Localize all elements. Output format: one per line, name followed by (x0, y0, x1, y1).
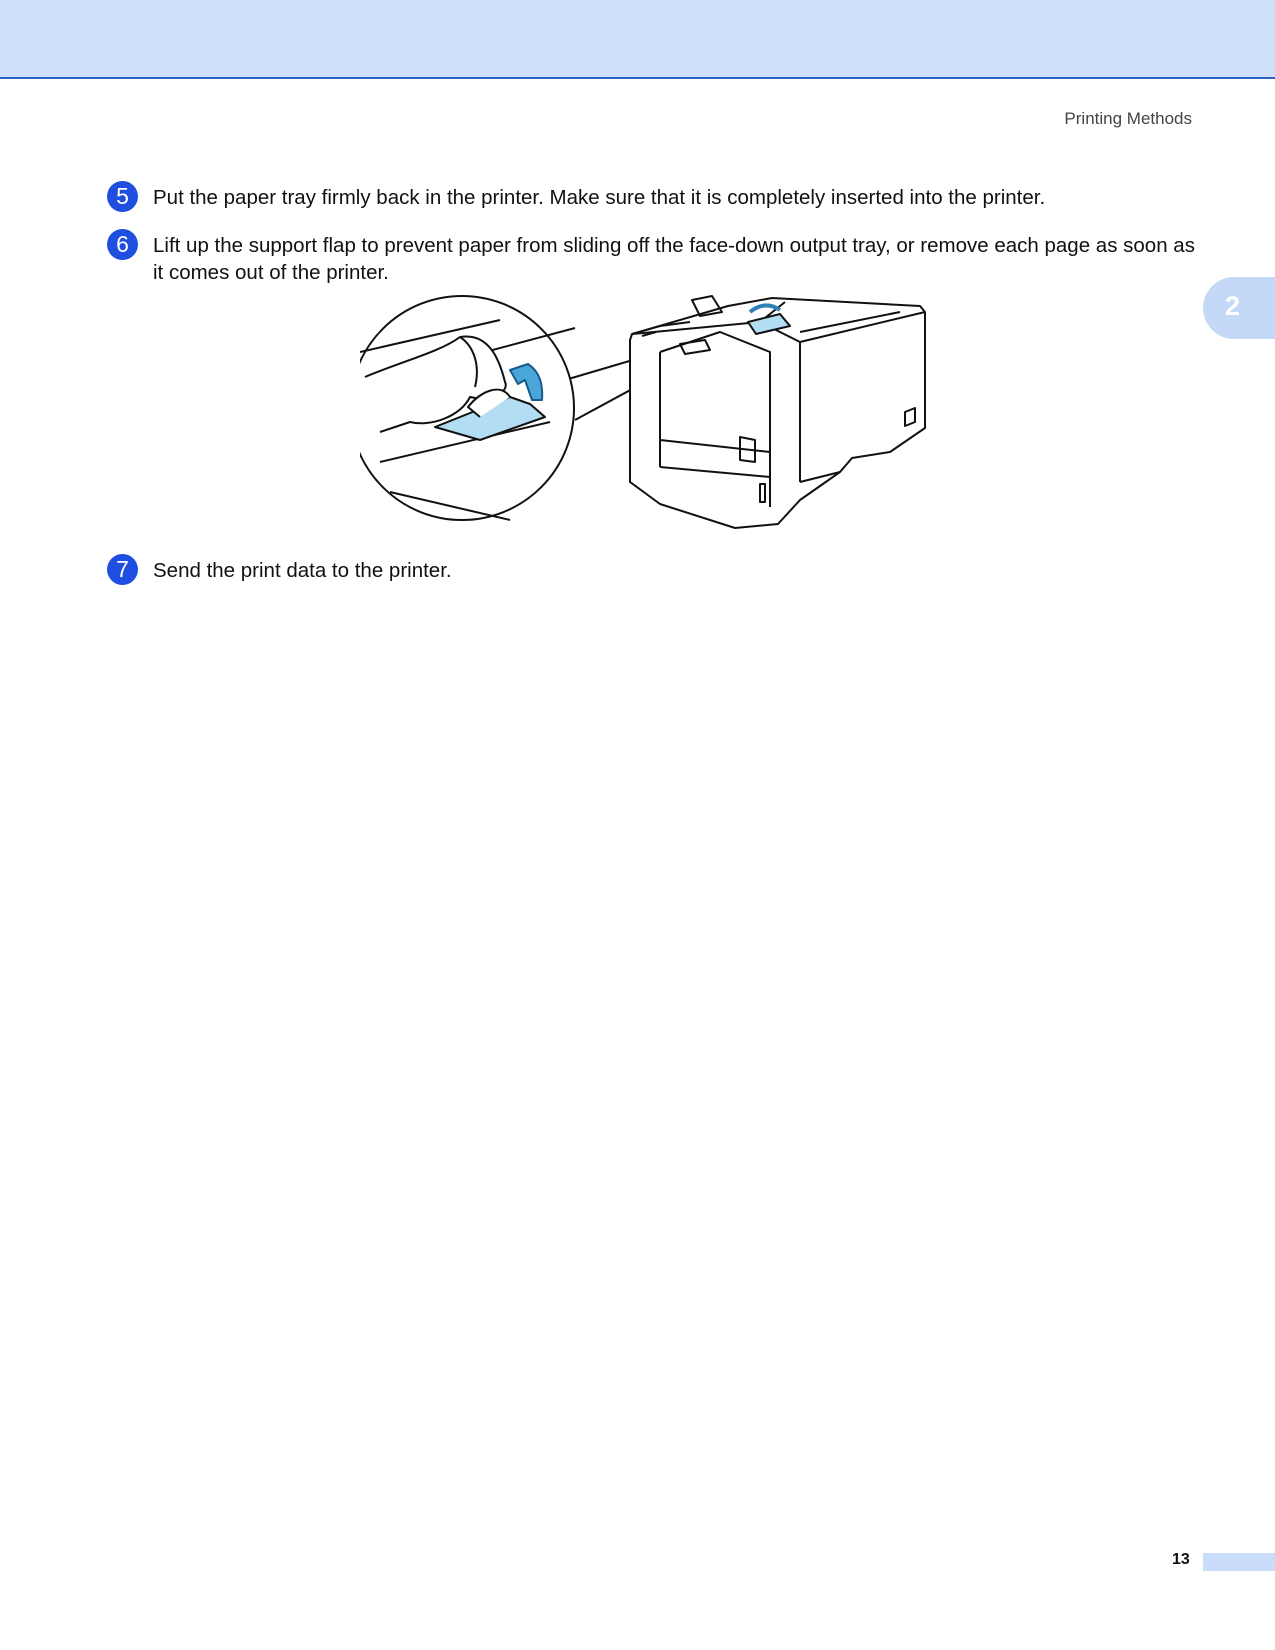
printer-illustration (630, 296, 925, 528)
zoom-detail-circle (360, 296, 575, 520)
step-text: Lift up the support flap to prevent paper from sliding off the face-down output tray, or remove each page as soon as it comes out of the printer. (153, 234, 1195, 284)
header-band (0, 0, 1275, 79)
chapter-number: 2 (1225, 291, 1241, 321)
footer-bar (1203, 1553, 1275, 1571)
step-number-badge: 5 (107, 181, 138, 212)
page-number: 13 (1172, 1551, 1190, 1568)
step-number-badge: 6 (107, 229, 138, 260)
running-title: Printing Methods (1064, 109, 1192, 128)
step-number-badge: 7 (107, 554, 138, 585)
step-text: Send the print data to the printer. (153, 559, 452, 582)
chapter-tab (1203, 277, 1275, 339)
step-text: Put the paper tray firmly back in the printer. Make sure that it is completely inserted into the printer. (153, 186, 1046, 209)
support-flap-illustration (360, 292, 940, 557)
